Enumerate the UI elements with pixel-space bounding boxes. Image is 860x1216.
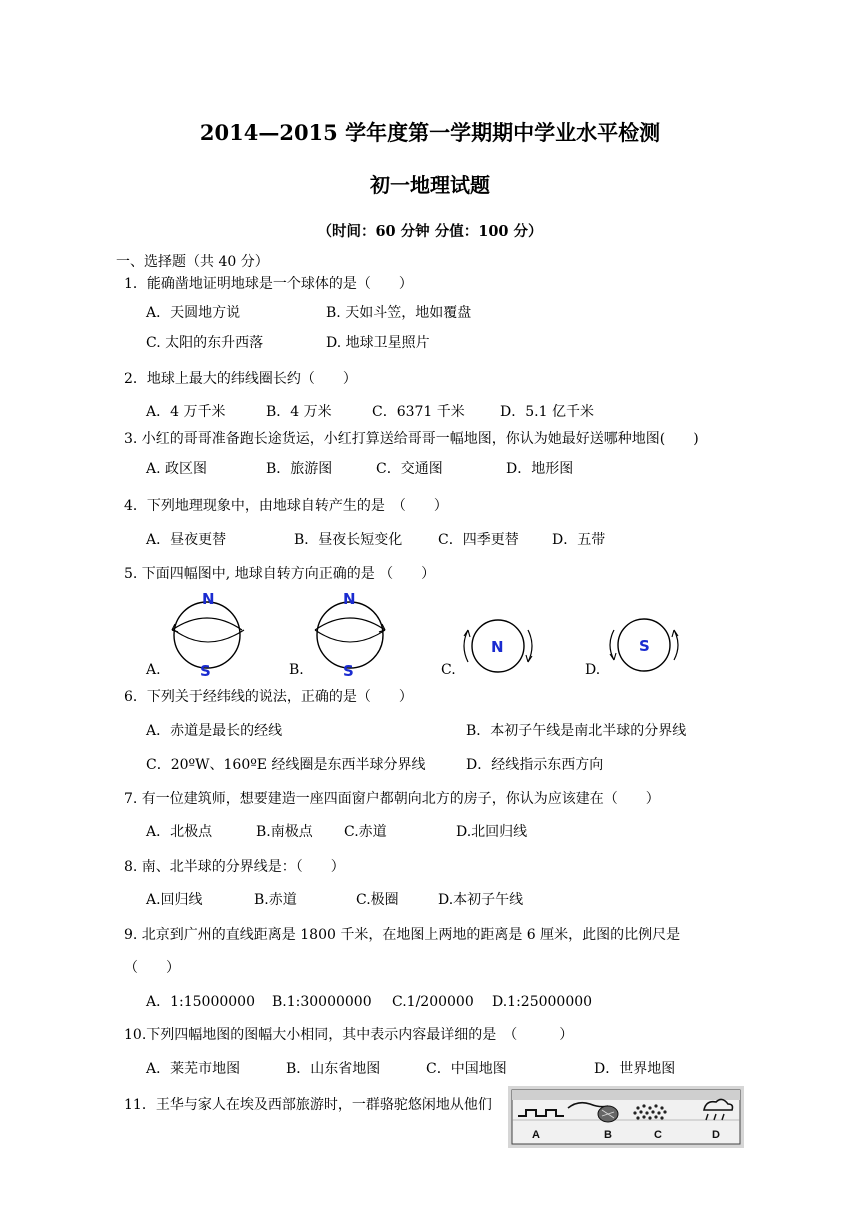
q11-symbol-c-label: C bbox=[654, 1129, 662, 1141]
q4-option-c: C．四季更替 bbox=[438, 532, 519, 548]
q7-option-b: B.南极点 bbox=[256, 824, 313, 840]
q5-figure-b-globe bbox=[305, 588, 405, 680]
q4-option-b: B．昼夜长短变化 bbox=[294, 532, 403, 548]
q3-option-d: D．地形图 bbox=[506, 461, 574, 477]
q1-stem: 1．能确凿地证明地球是一个球体的是（ ） bbox=[124, 276, 413, 292]
q6-option-a: A．赤道是最长的经线 bbox=[146, 723, 283, 739]
q3-option-c: C．交通图 bbox=[376, 461, 443, 477]
q9-option-c: C.1/200000 bbox=[392, 994, 474, 1010]
q9-option-b: B.1:30000000 bbox=[272, 994, 372, 1010]
q2-option-c: C．6371 千米 bbox=[372, 404, 465, 420]
q11-figure-map-symbols bbox=[508, 1086, 744, 1148]
q5-option-a: A. bbox=[146, 662, 161, 678]
q11-symbol-a-label: A bbox=[532, 1129, 540, 1141]
q5-stem: 5. 下面四幅图中, 地球自转方向正确的是 （ ） bbox=[124, 566, 436, 582]
q4-option-a: A．昼夜更替 bbox=[146, 532, 227, 548]
q10-option-d: D．世界地图 bbox=[594, 1061, 676, 1077]
q10-option-c: C．中国地图 bbox=[426, 1061, 507, 1077]
q3-option-a: A. 政区图 bbox=[146, 461, 208, 477]
q5-b-north-label: N bbox=[343, 590, 356, 608]
exam-subtitle: 初一地理试题 bbox=[370, 173, 490, 197]
q5-b-south-label: S bbox=[343, 662, 354, 680]
q4-option-d: D．五带 bbox=[552, 532, 606, 548]
exam-time-info: （时间：60 分钟 分值：100 分） bbox=[317, 223, 543, 240]
q6-stem: 6．下列关于经纬线的说法，正确的是（ ） bbox=[124, 689, 413, 705]
q1-option-a: A．天圆地方说 bbox=[146, 305, 241, 321]
q5-a-north-label: N bbox=[202, 590, 215, 608]
q5-a-south-label: S bbox=[200, 662, 211, 680]
q5-d-south-label: S bbox=[639, 637, 650, 655]
q8-option-b: B.赤道 bbox=[254, 892, 297, 908]
q7-stem: 7. 有一位建筑师，想要建造一座四面窗户都朝向北方的房子，你认为应该建在（ ） bbox=[124, 791, 660, 807]
q5-option-d: D. bbox=[585, 662, 601, 678]
q8-option-c: C.极圈 bbox=[356, 892, 399, 908]
q8-option-a: A.回归线 bbox=[146, 892, 203, 908]
q3-stem: 3. 小红的哥哥准备跑长途货运，小红打算送给哥哥一幅地图，你认为她最好送哪种地图( ) bbox=[124, 431, 699, 447]
q10-option-a: A．莱芜市地图 bbox=[146, 1061, 241, 1077]
q5-figure-a-globe bbox=[162, 588, 262, 680]
q2-option-a: A．4 万千米 bbox=[146, 404, 226, 420]
exam-title: 2014—2015 学年度第一学期期中学业水平检测 bbox=[199, 120, 661, 145]
q10-stem: 10.下列四幅地图的图幅大小相同，其中表示内容最详细的是 （ ） bbox=[124, 1027, 574, 1043]
q9-option-d: D.1:25000000 bbox=[492, 994, 593, 1010]
q2-option-b: B．4 万米 bbox=[266, 404, 332, 420]
q9-option-a: A．1:15000000 bbox=[146, 994, 255, 1010]
section-heading: 一、选择题（共 40 分） bbox=[116, 254, 269, 270]
q11-symbol-b-label: B bbox=[604, 1129, 612, 1141]
q7-option-d: D.北回归线 bbox=[456, 824, 528, 840]
q6-option-c: C．20ºW、160ºE 经线圈是东西半球分界线 bbox=[146, 757, 426, 773]
q5-option-b: B. bbox=[289, 662, 304, 678]
q9-stem-continued: （ ） bbox=[124, 960, 180, 976]
q3-option-b: B．旅游图 bbox=[266, 461, 333, 477]
q10-option-b: B．山东省地图 bbox=[286, 1061, 381, 1077]
q5-option-c: C. bbox=[441, 662, 456, 678]
q6-option-b: B．本初子午线是南北半球的分界线 bbox=[466, 723, 687, 739]
q9-stem: 9. 北京到广州的直线距离是 1800 千米，在地图上两地的距离是 6 厘米，此图的比例尺是 bbox=[124, 927, 681, 943]
q5-figure-d-polar-view bbox=[604, 612, 690, 678]
q1-option-b: B. 天如斗笠，地如覆盘 bbox=[326, 305, 472, 321]
q8-option-d: D.本初子午线 bbox=[438, 892, 524, 908]
q2-stem: 2．地球上最大的纬线圈长约（ ） bbox=[124, 371, 357, 387]
q6-option-d: D．经线指示东西方向 bbox=[466, 757, 604, 773]
q5-c-north-label: N bbox=[491, 638, 504, 656]
q1-option-d: D. 地球卫星照片 bbox=[326, 335, 430, 351]
q4-stem: 4．下列地理现象中，由地球自转产生的是 （ ） bbox=[124, 498, 448, 514]
q8-stem: 8. 南、北半球的分界线是：（ ） bbox=[124, 859, 345, 875]
q11-stem: 11．王华与家人在埃及西部旅游时，一群骆驼悠闲地从他们 bbox=[124, 1097, 492, 1113]
q7-option-a: A．北极点 bbox=[146, 824, 213, 840]
q5-figure-c-polar-view bbox=[458, 612, 544, 678]
q1-option-c: C. 太阳的东升西落 bbox=[146, 335, 264, 351]
q2-option-d: D．5.1 亿千米 bbox=[500, 404, 594, 420]
q7-option-c: C.赤道 bbox=[344, 824, 387, 840]
q11-symbol-d-label: D bbox=[712, 1129, 720, 1141]
